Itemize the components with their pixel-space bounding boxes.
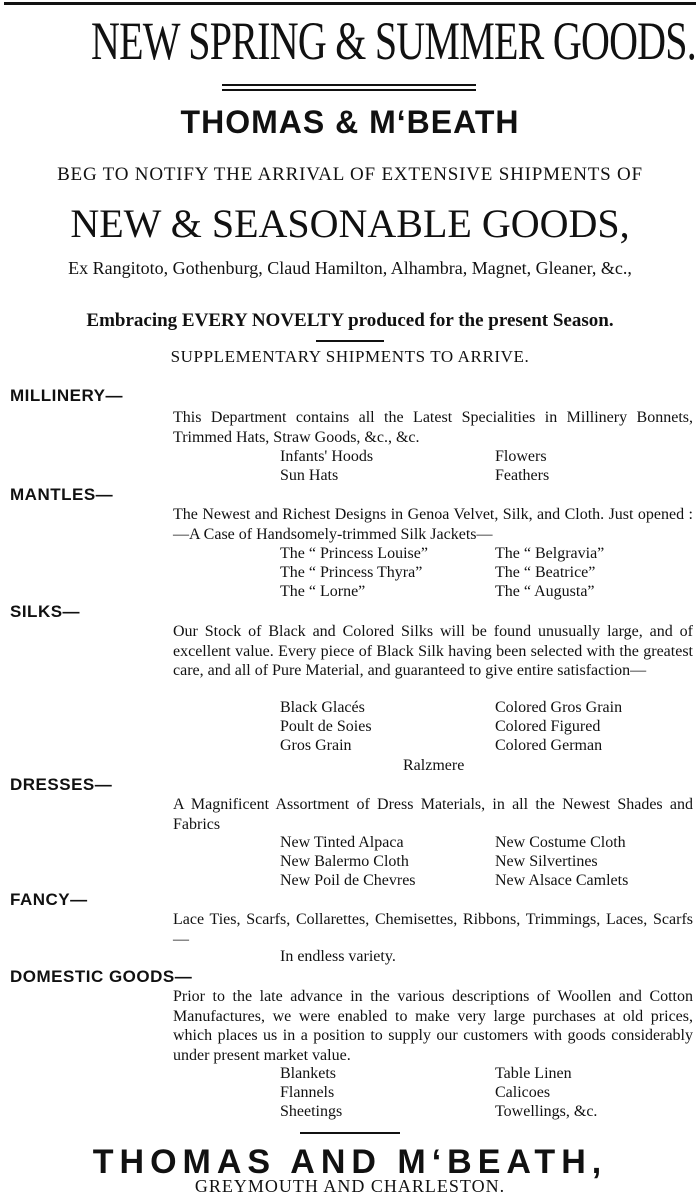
section-text-silks: Our Stock of Black and Colored Silks will be found unusually large, and of excellent value. Every piece of Black Silk having been selected with the greatest care, and all of Pure Material, and guaranteed to give entire satisfaction— — [173, 623, 693, 679]
list-item: The “ Beatrice” — [495, 564, 596, 581]
firm-name: THOMAS & M‘BEATH — [180, 104, 520, 140]
section-title-millinery: MILLINERY— — [10, 386, 123, 405]
embracing-line: Embracing EVERY NOVELTY produced for the present Season. — [86, 310, 614, 331]
notify-line: BEG TO NOTIFY THE ARRIVAL OF EXTENSIVE SHIPMENTS OF — [57, 164, 643, 185]
headline: NEW SPRING & SUMMER GOODS. — [91, 11, 697, 71]
headline-divider-2 — [222, 89, 476, 91]
list-item: The “ Princess Louise” — [280, 545, 428, 562]
top-border-rule — [4, 2, 696, 5]
section-text-fancy: Lace Ties, Scarfs, Collarettes, Chemisettes, Ribbons, Trimmings, Laces, Scarfs— — [173, 911, 693, 948]
list-item: New Silvertines — [495, 853, 598, 870]
list-item: Infants' Hoods — [280, 448, 374, 465]
list-item: Table Linen — [495, 1065, 572, 1082]
list-item: Blankets — [280, 1065, 336, 1082]
section-text-mantles: The Newest and Richest Designs in Genoa Velvet, Silk, and Cloth. Just opened :—A Case of Handsomely-trimmed Silk Jackets— — [173, 506, 693, 543]
list-item: Colored Figured — [495, 718, 601, 735]
footer-towns: GREYMOUTH AND CHARLESTON. — [194, 1176, 506, 1196]
section-title-mantles: MANTLES— — [10, 485, 114, 504]
list-item: Black Glacés — [280, 699, 365, 716]
list-item: The “ Belgravia” — [495, 545, 605, 562]
list-item: Ralzmere — [403, 757, 465, 774]
list-item: The “ Augusta” — [495, 583, 595, 600]
footer-divider — [300, 1132, 400, 1134]
list-item: Calicoes — [495, 1084, 551, 1101]
short-divider — [316, 340, 384, 342]
list-item: New Balermo Cloth — [280, 853, 409, 870]
list-item: Gros Grain — [280, 737, 352, 754]
section-text-millinery: This Department contains all the Latest Specialities in Millinery Bonnets, Trimmed Hats, Straw Goods, &c., &c. — [173, 409, 693, 446]
section-title-silks: SILKS— — [10, 602, 81, 621]
section-text-dresses: A Magnificent Assortment of Dress Materials, in all the Newest Shades and Fabrics — [173, 796, 693, 833]
list-item: The “ Lorne” — [280, 583, 366, 600]
list-item: Flannels — [280, 1084, 335, 1101]
list-item: Flowers — [495, 448, 547, 465]
list-item: In endless variety. — [280, 948, 396, 965]
list-item: Feathers — [495, 467, 550, 484]
ships-list: Ex Rangitoto, Gothenburg, Claud Hamilton, Alhambra, Magnet, Gleaner, &c., — [68, 258, 632, 278]
list-item: New Poil de Chevres — [280, 872, 416, 889]
section-title-fancy: FANCY— — [10, 890, 88, 909]
goods-heading: NEW & SEASONABLE GOODS, — [70, 201, 630, 246]
headline-divider — [222, 84, 476, 86]
section-text-domestic: Prior to the late advance in the various descriptions of Woollen and Cotton Manufactures, we were enabled to make very large purchases at old prices, which places us in a position to supply our customers with goods considerably under present market value. — [173, 988, 693, 1064]
list-item: Colored Gros Grain — [495, 699, 623, 716]
list-item: Sun Hats — [280, 467, 339, 484]
list-item: Towellings, &c. — [495, 1103, 598, 1120]
section-title-dresses: DRESSES— — [10, 775, 113, 794]
supplementary-line: SUPPLEMENTARY SHIPMENTS TO ARRIVE. — [170, 347, 530, 366]
list-item: Sheetings — [280, 1103, 343, 1120]
list-item: New Alsace Camlets — [495, 872, 629, 889]
list-item: New Costume Cloth — [495, 834, 626, 851]
list-item: Colored German — [495, 737, 603, 754]
footer-firm-name: THOMAS AND M‘BEATH, — [92, 1143, 608, 1181]
list-item: New Tinted Alpaca — [280, 834, 404, 851]
list-item: The “ Princess Thyra” — [280, 564, 423, 581]
section-title-domestic: DOMESTIC GOODS— — [10, 967, 193, 986]
list-item: Poult de Soies — [280, 718, 372, 735]
